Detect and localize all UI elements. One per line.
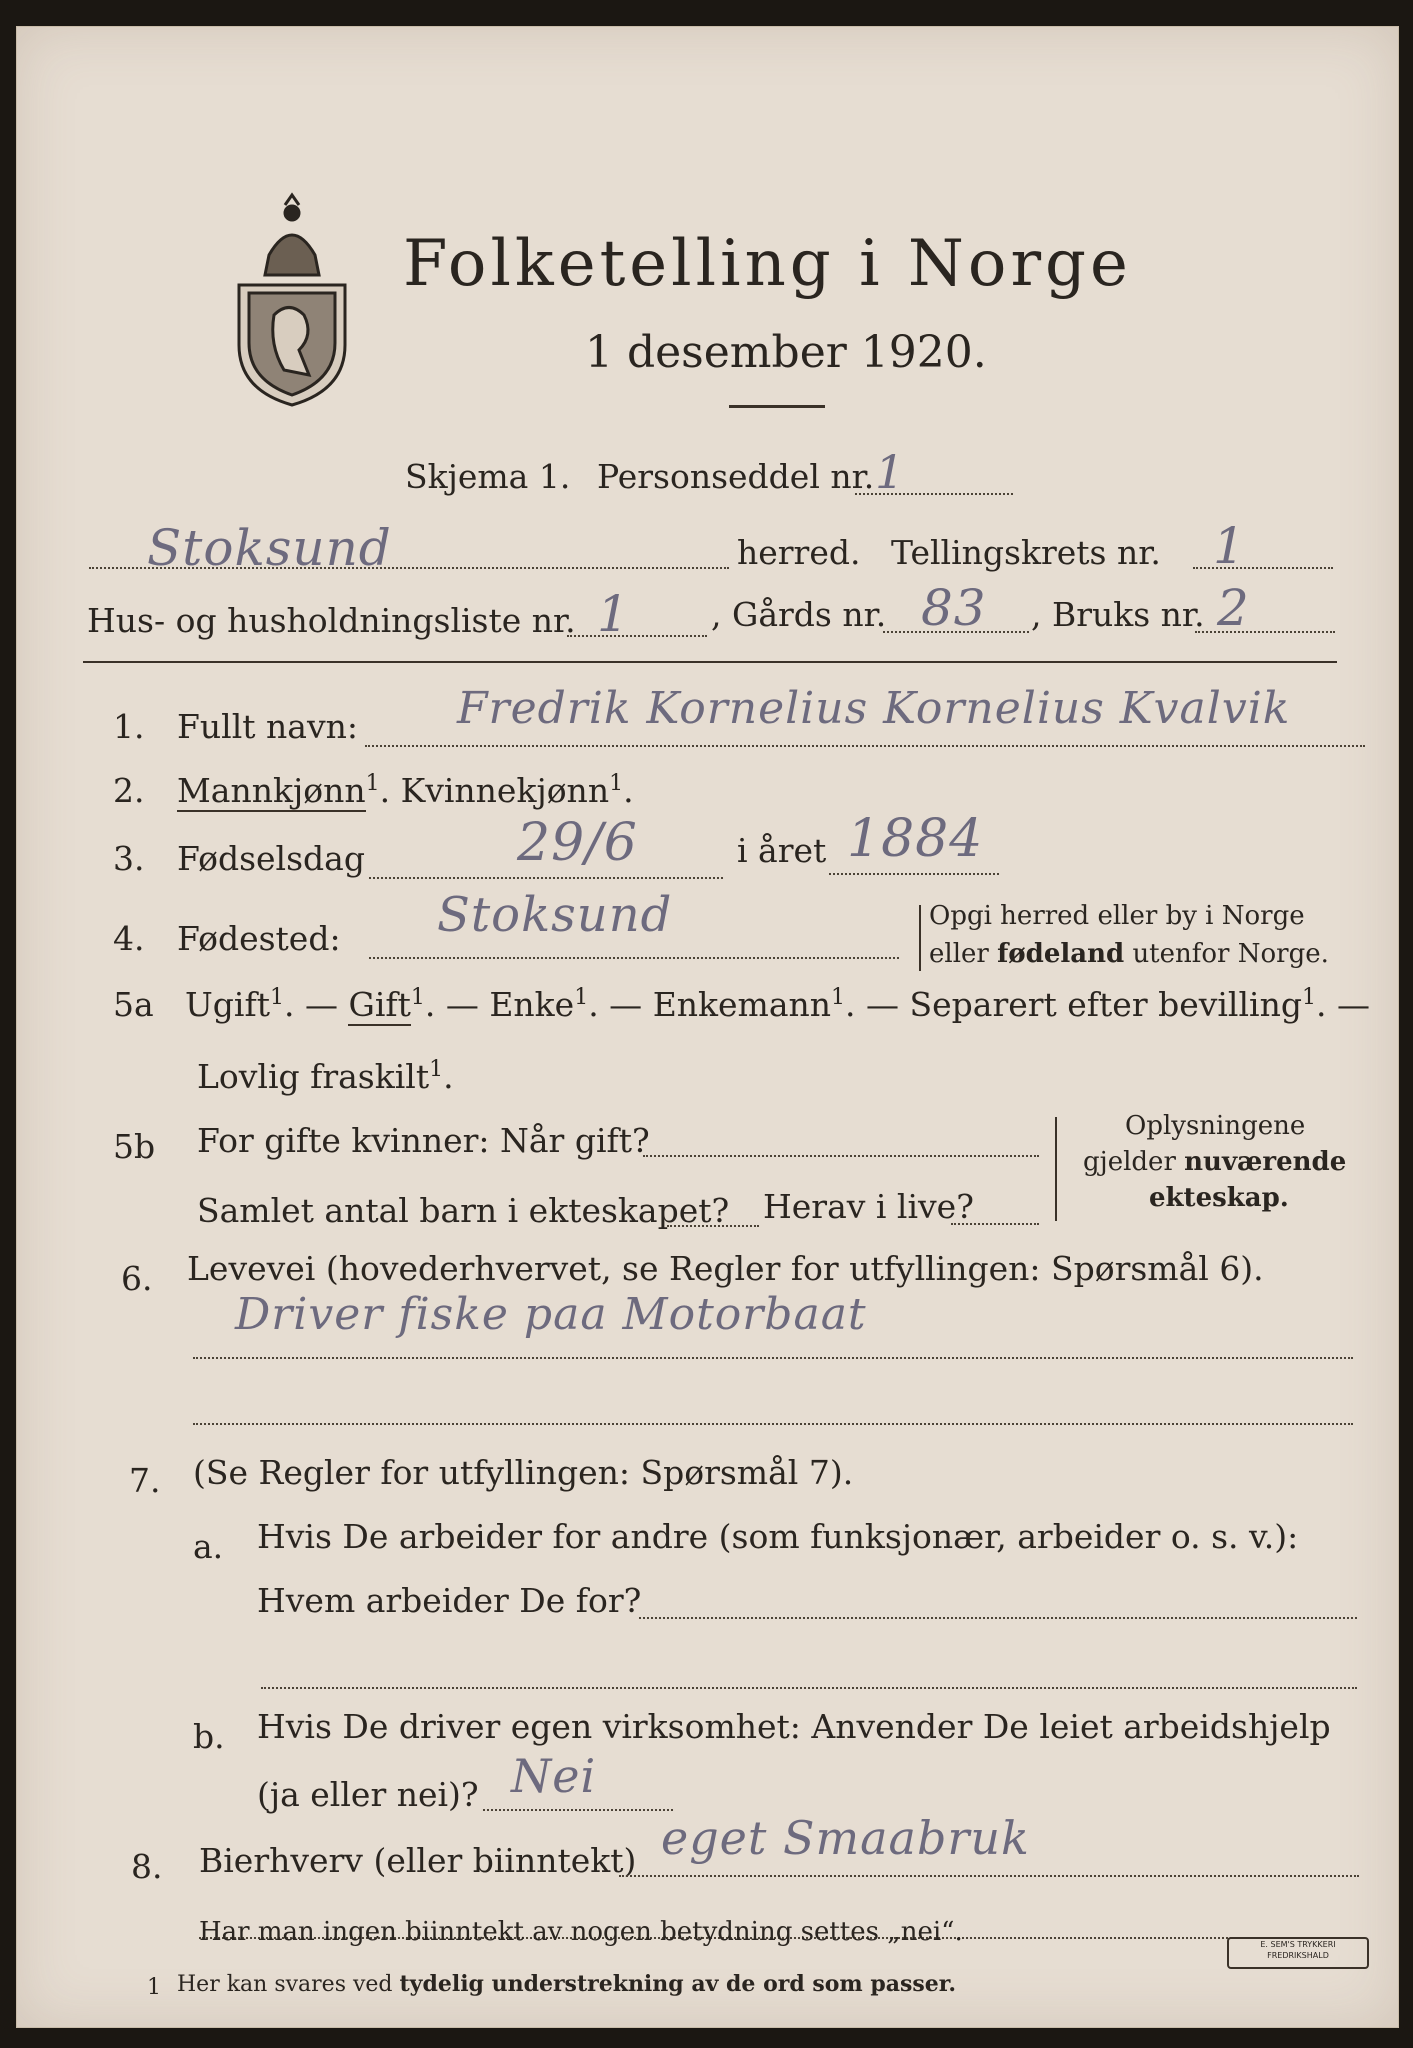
q7a-line-1: [639, 1617, 1357, 1619]
herred-label: herred.: [737, 533, 861, 572]
full-name-value[interactable]: Fredrik Kornelius Kornelius Kvalvik: [457, 683, 1291, 734]
q5b-note-2: gjelder nuværende: [1083, 1147, 1347, 1177]
q7a-letter: a.: [193, 1527, 224, 1566]
hus-line: [567, 635, 707, 637]
q2-options: Mannkjønn$^1$. Kvinnekjønn$^1$.: [177, 771, 634, 810]
q5b-alive-line: [951, 1223, 1039, 1225]
gards-value[interactable]: 83: [921, 579, 987, 637]
census-date: 1 desember 1920.: [585, 327, 987, 378]
q8-label: Bierhverv (eller biinntekt): [199, 1841, 637, 1880]
q3-day-line: [369, 877, 723, 879]
birthday-value[interactable]: 29/6: [517, 813, 638, 873]
kvinnekjonn-option[interactable]: Kvinnekjønn: [400, 771, 610, 810]
ugift-option[interactable]: Ugift: [185, 985, 270, 1024]
title-divider: [729, 405, 825, 408]
bruks-line: [1195, 631, 1335, 633]
q7a-text: Hvis De arbeider for andre (som funksjonær, arbeider o. s. v.):: [257, 1517, 1299, 1556]
skjema-label: Skjema 1.: [405, 457, 571, 496]
hus-label: Hus- og husholdningsliste nr.: [87, 601, 576, 640]
q5b-children-line: [667, 1225, 759, 1227]
q4-note-1: Opgi herred eller by i Norge: [929, 901, 1305, 931]
mannkjonn-option[interactable]: Mannkjønn: [177, 771, 366, 810]
q3-label: Fødselsdag: [177, 839, 365, 878]
q6-label: Levevei (hovederhvervet, se Regler for utfyllingen: Spørsmål 6).: [187, 1249, 1264, 1288]
occupation-value[interactable]: Driver fiske paa Motorbaat: [235, 1289, 867, 1340]
q5a-options: Ugift$^1$. — Gift$^1$. — Enke$^1$. — Enkemann$^1$. — Separert efter bevilling$^1$. —: [185, 985, 1370, 1024]
q1-number: 1.: [113, 707, 145, 746]
printer-stamp: E. SEM'S TRYKKERI FREDRIKSHALD: [1227, 1937, 1369, 1969]
q4-number: 4.: [113, 919, 145, 958]
q5a-number: 5a: [113, 985, 154, 1024]
gards-label: , Gårds nr.: [711, 595, 887, 634]
lovlig-fraskilt-option[interactable]: Lovlig fraskilt$^1$.: [197, 1057, 454, 1096]
q4-note-2: eller fødeland utenfor Norge.: [929, 939, 1329, 969]
q4-brace: [919, 905, 921, 971]
q5b-herav: Herav i live?: [763, 1187, 974, 1226]
q5b-number: 5b: [113, 1127, 156, 1166]
q7b-text: Hvis De driver egen virksomhet: Anvender De leiet arbeidshjelp: [257, 1707, 1331, 1746]
q1-line: [365, 745, 1365, 747]
q6-line-2: [193, 1423, 1353, 1425]
q6-number: 6.: [121, 1259, 153, 1298]
q7-label: (Se Regler for utfyllingen: Spørsmål 7).: [193, 1453, 854, 1492]
q5b-samlet: Samlet antal barn i ekteskapet?: [197, 1191, 730, 1230]
bruks-value[interactable]: 2: [1217, 579, 1250, 637]
q5b-brace: [1055, 1117, 1057, 1221]
q5b-note-3: ekteskap.: [1149, 1183, 1289, 1213]
separert-option[interactable]: Separert efter bevilling: [909, 985, 1302, 1024]
q3-year-line: [829, 873, 999, 875]
birthplace-value[interactable]: Stoksund: [437, 887, 673, 943]
q7b-line: [483, 1809, 673, 1811]
enke-option[interactable]: Enke: [489, 985, 575, 1024]
q4-line: [369, 957, 899, 959]
birth-year-value[interactable]: 1884: [847, 809, 984, 869]
section-divider: [83, 661, 1337, 663]
q1-label: Fullt navn:: [177, 707, 358, 746]
norwegian-coat-of-arms-icon: [229, 175, 355, 407]
q8-note: Har man ingen biinntekt av nogen betydning settes „nei“.: [199, 1917, 963, 1947]
q5b-note-1: Oplysningene: [1125, 1111, 1306, 1141]
tellingskrets-label: Tellingskrets nr.: [891, 533, 1161, 572]
herred-line: [89, 567, 729, 569]
q7b-question: (ja eller nei)?: [257, 1775, 479, 1814]
q7b-letter: b.: [193, 1717, 225, 1756]
personseddel-label: Personseddel nr.: [597, 457, 875, 496]
personseddel-value[interactable]: 1: [875, 445, 906, 499]
q3-year-label: i året: [737, 831, 827, 870]
q8-number: 8.: [131, 1847, 163, 1886]
q4-label: Fødested:: [177, 919, 341, 958]
q7a-question: Hvem arbeider De for?: [257, 1581, 642, 1620]
mann-sup: 1: [365, 771, 380, 796]
q5b-married-line: [643, 1155, 1039, 1157]
q2-number: 2.: [113, 771, 145, 810]
kvinne-sup: 1: [609, 771, 624, 796]
side-income-value[interactable]: eget Smaabruk: [661, 1811, 1030, 1865]
enkemann-option[interactable]: Enkemann: [652, 985, 832, 1024]
tellingskrets-value[interactable]: 1: [1213, 517, 1246, 575]
q3-number: 3.: [113, 839, 145, 878]
census-form-sheet: [16, 26, 1399, 2028]
q5b-label: For gifte kvinner: Når gift?: [197, 1121, 650, 1160]
footnote-mark: 1: [147, 1975, 161, 2000]
footnote-text: Her kan svares ved tydelig understrekning av de ord som passer.: [177, 1971, 957, 1997]
q7-number: 7.: [129, 1461, 161, 1500]
hus-value[interactable]: 1: [597, 585, 630, 643]
gift-option[interactable]: Gift: [348, 985, 411, 1024]
q6-line-1: [193, 1357, 1353, 1359]
q8-line-1: [619, 1875, 1359, 1877]
bruks-label: , Bruks nr.: [1031, 595, 1205, 634]
q7a-line-2: [261, 1687, 1357, 1689]
herred-value[interactable]: Stoksund: [147, 519, 392, 577]
hired-help-value[interactable]: Nei: [511, 1749, 597, 1803]
form-title: Folketelling i Norge: [403, 227, 1132, 301]
